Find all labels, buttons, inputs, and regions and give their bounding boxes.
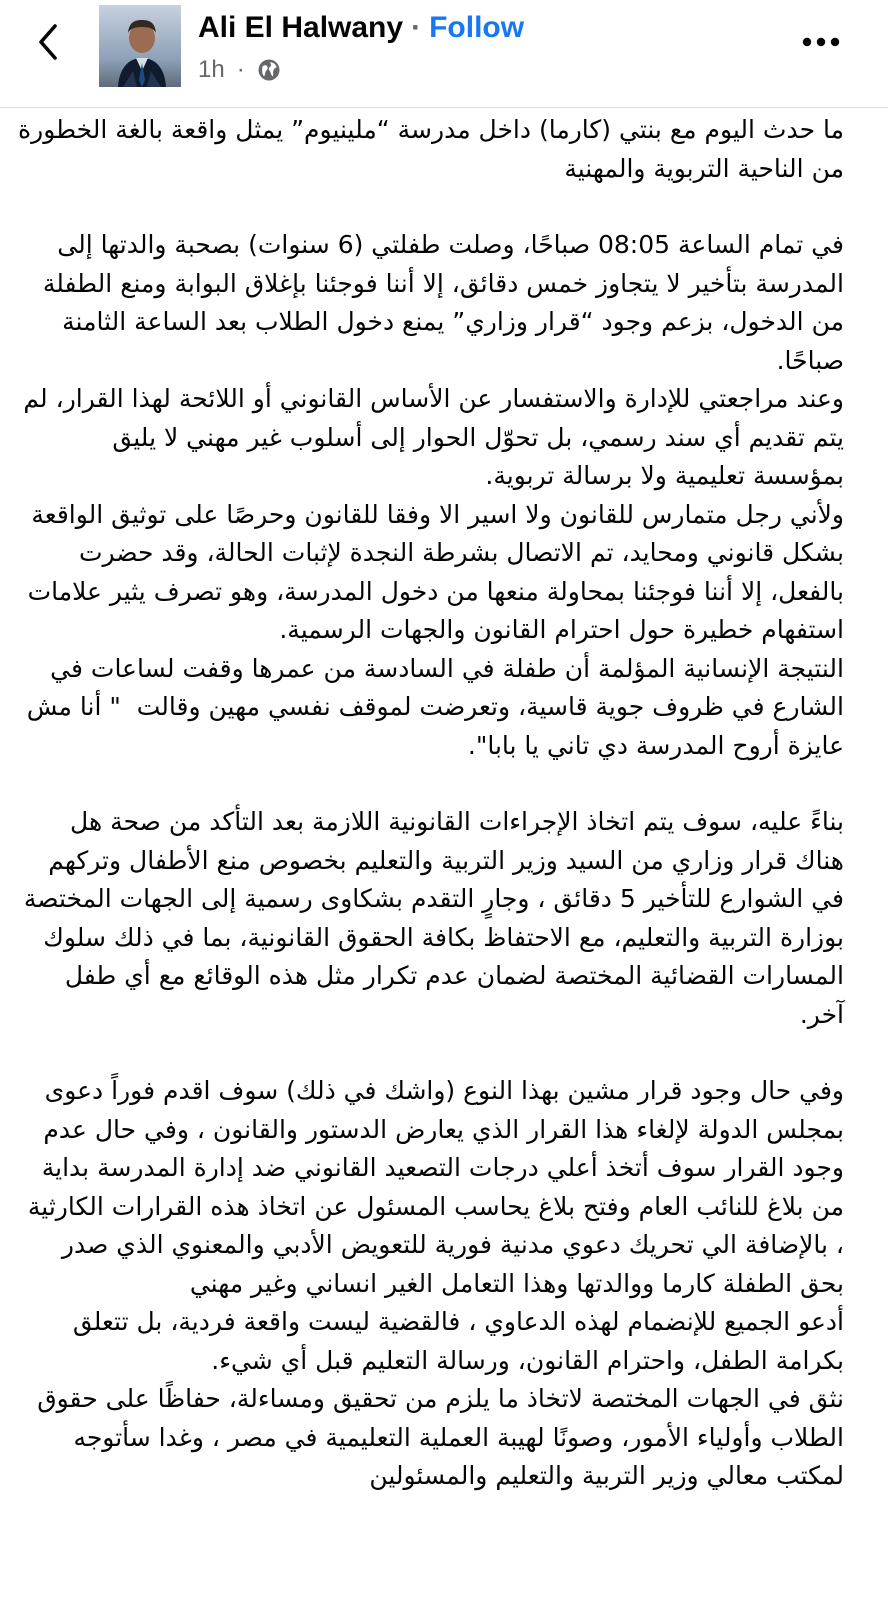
- chevron-left-icon: [33, 21, 63, 63]
- post-header: [0, 0, 888, 108]
- post-timestamp[interactable]: 1h: [198, 56, 225, 83]
- post-paragraph-2: في تمام الساعة 08:05 صباحًا، وصلت طفلتي (6 سنوات) بصحبة والدتها إلى المدرسة بتأخير لا يتجاوز خمس دقائق، إلا أننا فوجئنا بإغلاق البوابة ومنع الطفلة من الدخول، بزعم وجود “قرار وزاري” يمنع دخول الطلاب بعد الساعة الثامنة صباحًا.: [34, 230, 844, 375]
- follow-button[interactable]: Follow: [429, 11, 525, 44]
- post-paragraph-5: النتيجة الإنسانية المؤلمة أن طفلة في السادسة من عمرها وقفت لساعات في الشارع في ظروف جوية قاسية، وتعرضت لموقف نفسي مهين وقالت " أنا مش عايزة أروح المدرسة دي تاني يا بابا".: [18, 653, 844, 760]
- more-icon: [801, 36, 841, 48]
- post-paragraph-1: ما حدث اليوم مع بنتي (كارما) داخل مدرسة “ملينيوم” يمثل واقعة بالغة الخطورة من الناحية التربوية والمهنية: [10, 115, 844, 183]
- header-separator: ·: [411, 11, 422, 44]
- post-meta: [198, 54, 758, 86]
- post-paragraph-8: أدعو الجميع للإنضمام لهذه الدعاوي ، فالقضية ليست واقعة فردية، بل تتعلق بكرامة الطفل، واحترام القانون، ورسالة التعليم قبل أي شيء.: [64, 1307, 844, 1375]
- post-text: [10, 108, 846, 1600]
- post-paragraph-4: ولأني رجل متمارس للقانون ولا اسير الا وفقا للقانون وحرصًا على توثيق الواقعة بشكل قانوني ومحايد، تم الاتصال بشرطة النجدة لإثبات الحالة، وقد حضرت بالفعل، إلا أننا فوجئنا بمحاولة منعها من دخول المدرسة، وهو تصرف يثير علامات استفهام خطيرة حول احترام القانون والجهات الرسمية.: [19, 499, 844, 644]
- back-button[interactable]: [26, 20, 70, 64]
- paragraph-spacer: [18, 1034, 844, 1072]
- paragraph-spacer: [18, 188, 844, 226]
- post-author-block: [198, 8, 758, 86]
- globe-icon: [256, 57, 282, 83]
- post-paragraph-9: نثق في الجهات المختصة لاتخاذ ما يلزم من تحقيق ومساءلة، حفاظًا على حقوق الطلاب وأولياء الأمور، وصونًا لهيبة العملية التعليمية في مصر ، وغدا سأتوجه لمكتب معالي وزير التربية والتعليم والمسئولين: [29, 1384, 844, 1490]
- post-paragraph-3: وعند مراجعتي للإدارة والاستفسار عن الأساس القانوني أو اللائحة لهذا القرار، لم يتم تقديم أي سند رسمي، بل تحوّل الحوار إلى أسلوب غير مهني لا يليق بمؤسسة تعليمية ولا برسالة تربوية.: [15, 384, 844, 490]
- post-paragraph-6: بناءً عليه، سوف يتم اتخاذ الإجراءات القانونية اللازمة بعد التأكد من صحة هل هناك قرار وزاري من السيد وزير التربية والتعليم بخصوص منع الأطفال وتركهم في الشوارع للتأخير 5 دقائق ، وجارٍ التقدم بشكاوى رسمية إلى الجهات المختصة بوزارة التربية والتعليم، مع الاحتفاظ بكافة الحقوق القانونية، بما في ذلك سلوك المسارات القضائية المختصة لضمان عدم تكرار مثل هذه الوقائع مع أي طفل آخر.: [15, 807, 844, 1029]
- paragraph-spacer: [18, 765, 844, 803]
- meta-separator: ·: [236, 56, 245, 83]
- author-name[interactable]: Ali El Halwany: [198, 11, 404, 44]
- more-options-button[interactable]: [798, 24, 844, 60]
- avatar[interactable]: [99, 5, 181, 87]
- privacy-indicator[interactable]: [255, 56, 283, 84]
- post-paragraph-7: وفي حال وجود قرار مشين بهذا النوع (واشك في ذلك) سوف اقدم فوراً دعوى بمجلس الدولة لإلغاء هذا القرار الذي يعارض الدستور والقانون ، وفي حال عدم وجود القرار سوف أتخذ أعلي درجات التصعيد القانوني ضد إدارة المدرسة بداية من بلاغ للنائب العام وفتح بلاغ يحاسب المسئول عن اتخاذ هذه القرارات الكارثية ، بالإضافة الي تحريك دعوي مدنية فورية للتعويض الأدبي والمعنوي الذي صدر بحق الطفلة كارما ووالدتها وهذا التعامل الغير انساني وغير مهني: [19, 1076, 844, 1298]
- author-row: [198, 8, 758, 48]
